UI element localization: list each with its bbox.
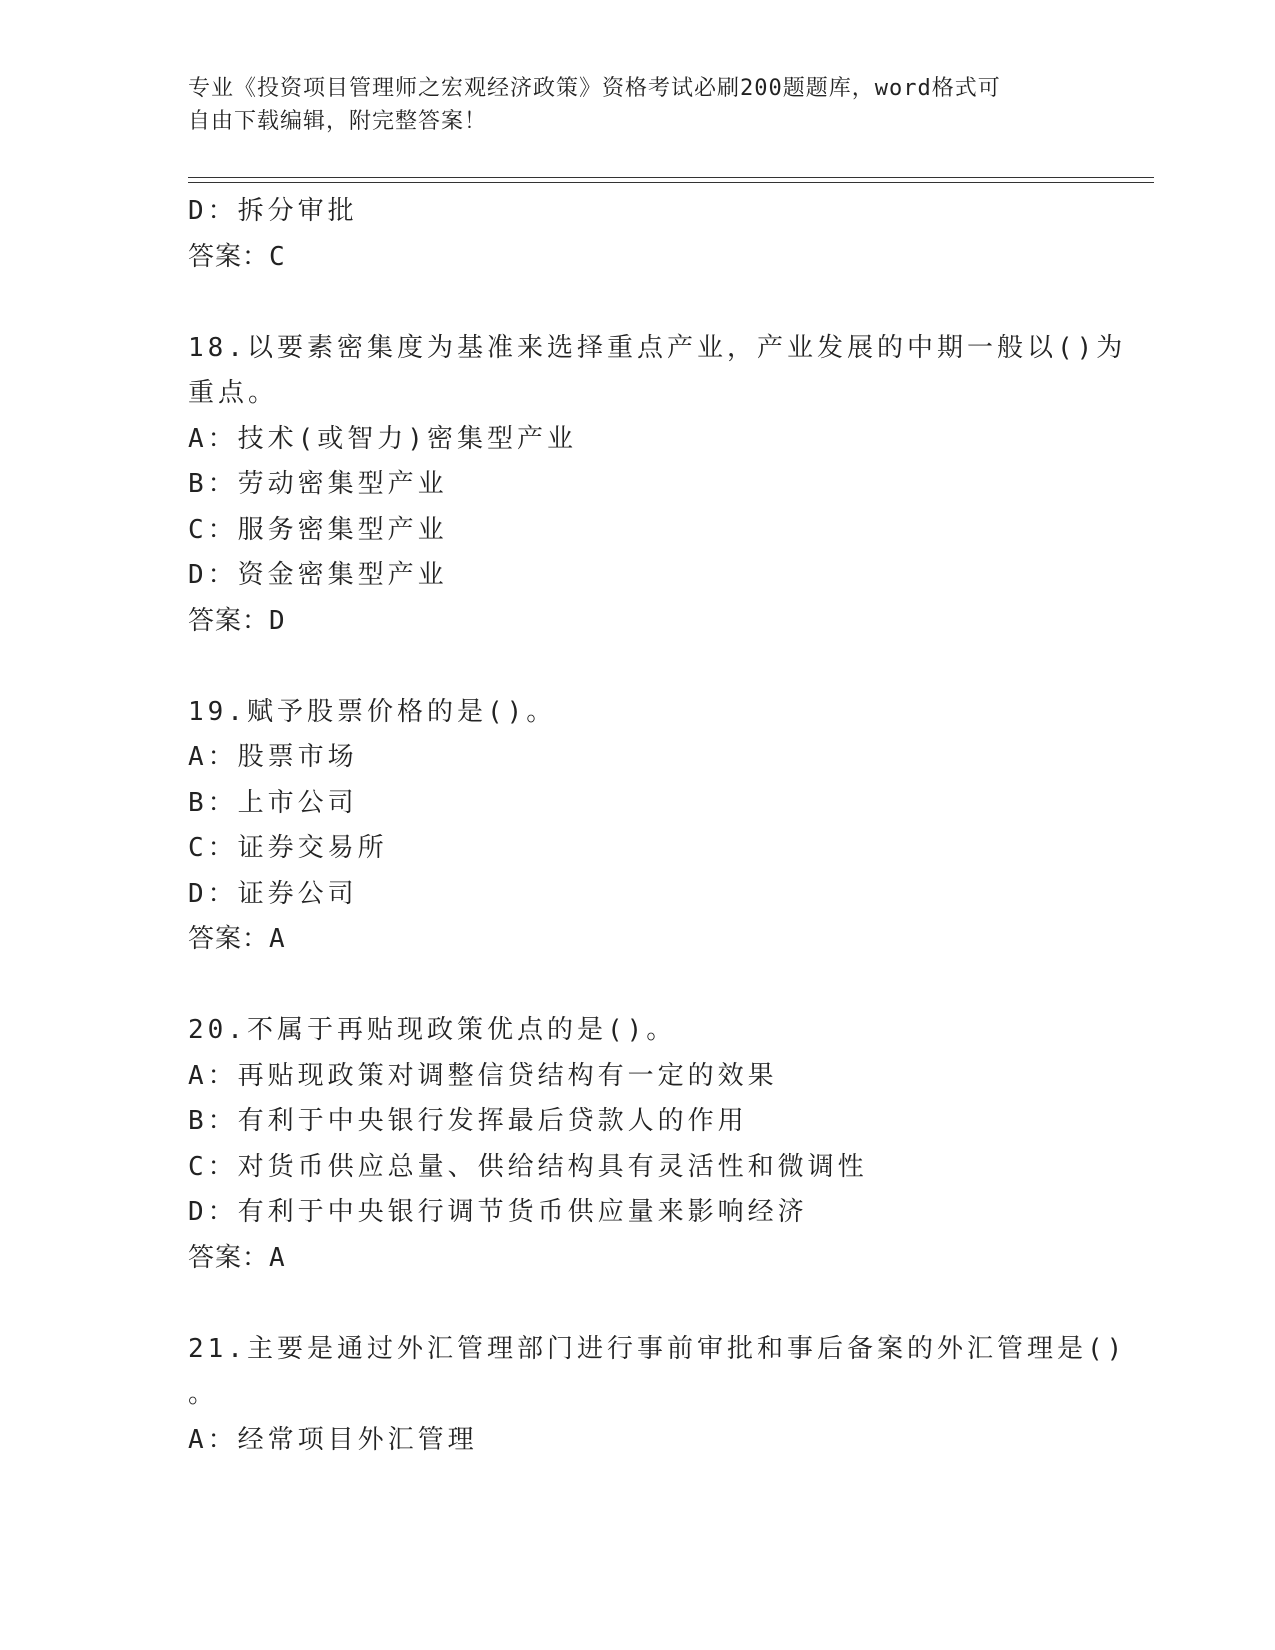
- answer-label: 答案：: [188, 605, 270, 636]
- answer-value: A: [269, 1242, 286, 1273]
- question-text-line: 20.不属于再贴现政策优点的是()。: [188, 1015, 677, 1045]
- question-text-line: C：证券交易所: [188, 833, 388, 863]
- question-text-line: B：上市公司: [188, 787, 358, 818]
- question-text-line: 19.赋予股票价格的是()。: [188, 696, 557, 727]
- question-text-line: C：对货币供应总量、供给结构具有灵活性和微调性: [188, 1151, 868, 1182]
- answer-line: [188, 917, 1088, 963]
- question-text-line: B：劳动密集型产业: [188, 469, 448, 499]
- answer-label: 答案：: [188, 1242, 270, 1273]
- header-line-2: 自由下载编辑，附完整答案！: [188, 109, 488, 134]
- question-text-line: A：再贴现政策对调整信贷结构有一定的效果: [188, 1060, 778, 1091]
- question-text-line: A：股票市场: [188, 742, 358, 772]
- answer-value: D: [269, 605, 286, 636]
- header-divider-top: [188, 177, 1154, 178]
- answer-label: 答案：: [188, 241, 270, 272]
- section-gap: [188, 963, 1088, 1009]
- question-text-line: 21.主要是通过外汇管理部门进行事前审批和事后备案的外汇管理是(): [188, 1333, 1127, 1364]
- header-line-1: 专业《投资项目管理师之宏观经济政策》资格考试必刷200题题库，word格式可: [188, 76, 1001, 101]
- question-text-line: A：技术(或智力)密集型产业: [188, 423, 577, 454]
- section-gap: [188, 280, 1088, 326]
- question-text-line: 。: [188, 1379, 219, 1409]
- section-gap: [188, 644, 1088, 690]
- question-text-line: D：拆分审批: [188, 196, 358, 226]
- answer-line: [188, 599, 1088, 645]
- question-text-line: C：服务密集型产业: [188, 514, 448, 545]
- question-text-line: 18.以要素密集度为基准来选择重点产业，产业发展的中期一般以()为: [188, 332, 1127, 363]
- document-header: [188, 72, 1068, 138]
- answer-value: A: [269, 924, 286, 954]
- answer-line: [188, 1236, 1088, 1282]
- question-text-line: D：资金密集型产业: [188, 560, 448, 590]
- answer-label: 答案：: [188, 924, 270, 954]
- question-text-line: D：证券公司: [188, 878, 358, 909]
- answer-line: [188, 235, 1088, 281]
- question-text-line: D：有利于中央银行调节货币供应量来影响经济: [188, 1197, 808, 1227]
- question-text-line: 重点。: [188, 378, 279, 408]
- header-divider-bottom: [188, 182, 1154, 183]
- question-text-line: A：经常项目外汇管理: [188, 1424, 478, 1455]
- section-gap: [188, 1281, 1088, 1327]
- question-list: [188, 189, 1127, 1463]
- question-text-line: B：有利于中央银行发挥最后贷款人的作用: [188, 1106, 748, 1136]
- answer-value: C: [269, 241, 286, 272]
